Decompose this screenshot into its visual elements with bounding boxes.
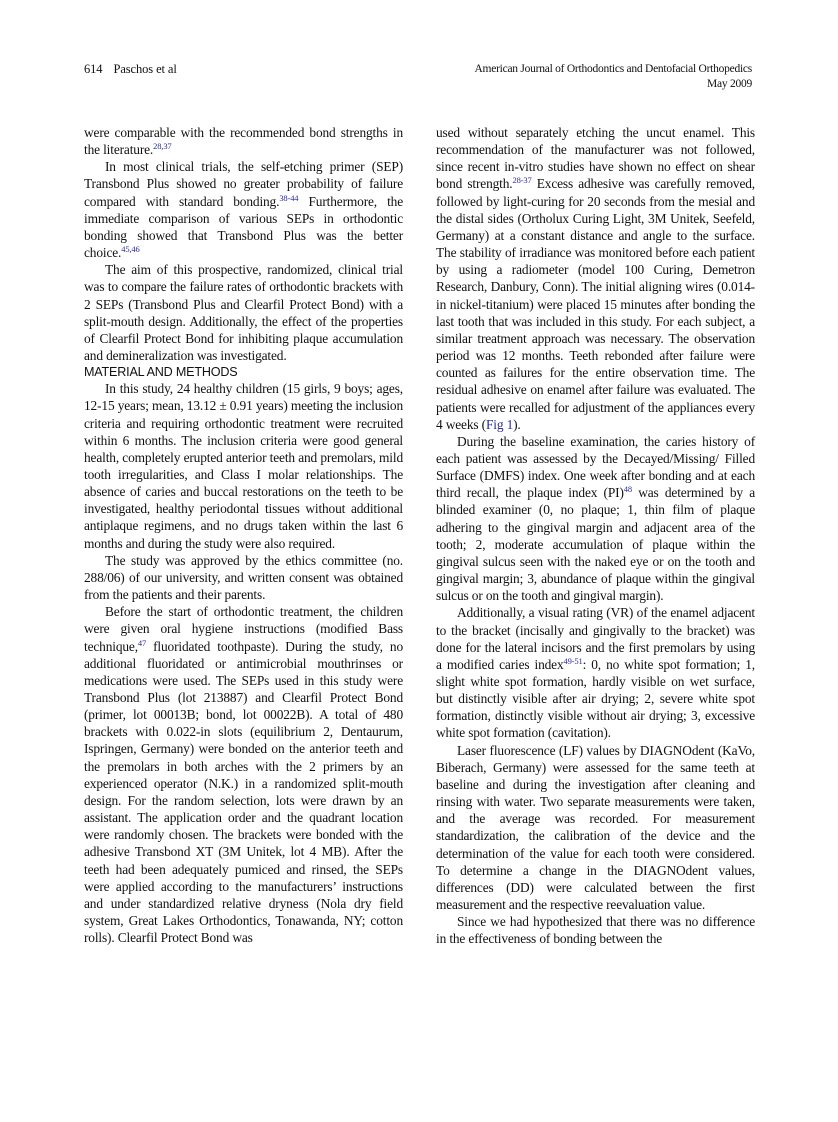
paragraph-text: Before the start of orthodontic treatment, the children were given oral hygiene instructions (modified Bass technique,: [84, 604, 403, 654]
reference-link[interactable]: 28-37: [512, 175, 532, 186]
paragraph-text: ).: [513, 416, 521, 432]
paragraph: [84, 124, 403, 158]
paragraph: Since we had hypothesized that there was no difference in the effectiveness of bonding between the: [436, 914, 755, 947]
running-authors: Paschos et al: [113, 62, 177, 76]
page-number: 614: [84, 62, 103, 76]
paragraph: [84, 603, 403, 946]
paragraph-text: During the baseline examination, the caries history of each patient was assessed by the Decayed/Missing/ Filled Surface (DMFS) index. One week after bonding and at each third recall, the plaque index (PI): [436, 433, 755, 501]
right-column: [436, 124, 755, 948]
reference-link[interactable]: 49-51: [563, 655, 583, 666]
paragraph: [436, 604, 755, 741]
paragraph-text: : 0, no white spot formation; 1, slight white spot formation, hardly visible on wet surface, but distinctly visible after air drying; 2, severe white spot formation, distinctly visible without air drying; 3, excessive white spot formation (cavitation).: [436, 656, 755, 741]
section-heading: MATERIAL AND METHODS: [84, 365, 238, 380]
paragraph: [436, 124, 755, 433]
journal-title: American Journal of Orthodontics and Dentofacial Orthopedics: [474, 63, 752, 75]
paragraph-text: In most clinical trials, the self-etching primer (SEP) Transbond Plus showed no greater probability of failure compared with standard bonding.: [84, 159, 403, 209]
paragraph-text: Excess adhesive was carefully removed, followed by light-curing for 20 seconds from the mesial and the distal sides (Ortholux Curing Light, 3M Unitek, Seefeld, Germany) at a constant distance and angle to the surface. The stability of irradiance was monitored before each patient by using a radiometer (model 100 Curing, Demetron Research, Danbury, Conn). The initial aligning wires (0.014-in nickel-titanium) were placed 15 minutes after bonding the last tooth that was included in this study. For each subject, a similar treatment approach was necessary. The observation period was 12 months. Teeth rebonded after failure were counted as failures for the entire observation time. The residual adhesive on enamel after failure was evaluated. The patients were recalled for adjustment of the appliances every 4 weeks (: [436, 176, 755, 432]
issue-date: May 2009: [707, 78, 752, 90]
paragraph: [436, 433, 755, 605]
paragraph-text: was determined by a blinded examiner (0, no plaque; 1, thin film of plaque adhering to the gingival margin and adjacent area of the tooth; 2, moderate accumulation of plaque within the gingival sulcus seen with the naked eye or on the tooth and gingival margin; 3, abundance of plaque within the gingival sulcus or on the tooth and gingival margin).: [436, 485, 755, 604]
paragraph: [84, 158, 403, 261]
paragraph: In this study, 24 healthy children (15 girls, 9 boys; ages, 12-15 years; mean, 13.12 ± 0.91 years) meeting the inclusion criteria and requiring orthodontic treatment were recruited within 6 months. The inclusion criteria were good general health, completely erupted anterior teeth and premolars, mild tooth irregularities, and Class I molar relationships. The absence of caries and buccal restorations on the teeth to be investigated, healthy periodontal tissues without additional antiplaque regimens, and no drugs taken within the last 6 months and during the study were also required.: [84, 381, 403, 551]
paragraph: Laser fluorescence (LF) values by DIAGNOdent (KaVo, Biberach, Germany) were assessed for the same teeth at baseline and during the investigation after cleaning and rinsing with water. Two separate measurements were taken, and the average was recorded. For measurement standardization, the calibration of the device and the determination of the value for each tooth were considered. To determine a change in the DIAGNOdent values, differences (DD) were calculated between the first measurement and the respective reevaluation value.: [436, 742, 755, 913]
reference-link[interactable]: 38-44: [279, 192, 299, 203]
paragraph-text: Furthermore, the immediate comparison of various SEPs in orthodontic bonding showed that Transbond Plus was the better choice.: [84, 193, 403, 261]
left-column: [84, 124, 403, 946]
paragraph-text: Additionally, a visual rating (VR) of the enamel adjacent to the bracket (incisally and gingivally to the bracket) was done for the lateral incisors and the first premolars by using a modified caries index: [436, 605, 755, 672]
paragraph-text: used without separately etching the uncut enamel. This recommendation of the manufacturer was not followed, since recent in-vitro studies have shown no effect on shear bond strength.: [436, 125, 755, 192]
paragraph: The study was approved by the ethics committee (no. 288/06) of our university, and written consent was obtained from the patients and their parents.: [84, 552, 403, 603]
paragraph: The aim of this prospective, randomized, clinical trial was to compare the failure rates of orthodontic brackets with 2 SEPs (Transbond Plus and Clearfil Protect Bond) with a split-mouth design. Additionally, the effect of the properties of Clearfil Protect Bond for inhibiting plaque accumulation and demineralization was investigated.: [84, 262, 403, 364]
reference-link[interactable]: 28,37: [153, 141, 172, 152]
figure-link[interactable]: Fig 1: [485, 416, 514, 432]
paragraph-text: were comparable with the recommended bond strengths in the literature.: [84, 125, 403, 158]
reference-link[interactable]: 48: [623, 484, 632, 495]
paragraph-text: fluoridated toothpaste). During the study, no additional fluoridated or antimicrobial mouthrinses or medications were used. The SEPs used in this study were Transbond Plus (lot 213887) and Clearfil Protect Bond (primer, lot 00013B; bond, lot 00022B). A total of 480 brackets with 0.022-in slots (equilibrium 2, Dentaurum, Ispringen, Germany) were bonded on the anterior teeth and the premolars in both arches with the 2 primers by an experienced operator (N.K.) in a randomized split-mouth design. For the random selection, lots were drawn by an assistant. The application order and the quadrant location were randomly chosen. The brackets were bonded with the adhesive Transbond XT (3M Unitek, lot 4 MB). After the teeth had been adequately pumiced and rinsed, the SEPs were applied according to the manufacturers’ instructions and under standardized relative dryness (Nola dry field system, Great Lakes Orthodontics, Tonawanda, NY; cotton rolls). Clearfil Protect Bond was: [84, 638, 403, 946]
reference-link[interactable]: 47: [137, 637, 147, 648]
running-header-left: [84, 62, 177, 77]
reference-link[interactable]: 45,46: [121, 244, 140, 255]
running-header-right: [474, 62, 752, 92]
